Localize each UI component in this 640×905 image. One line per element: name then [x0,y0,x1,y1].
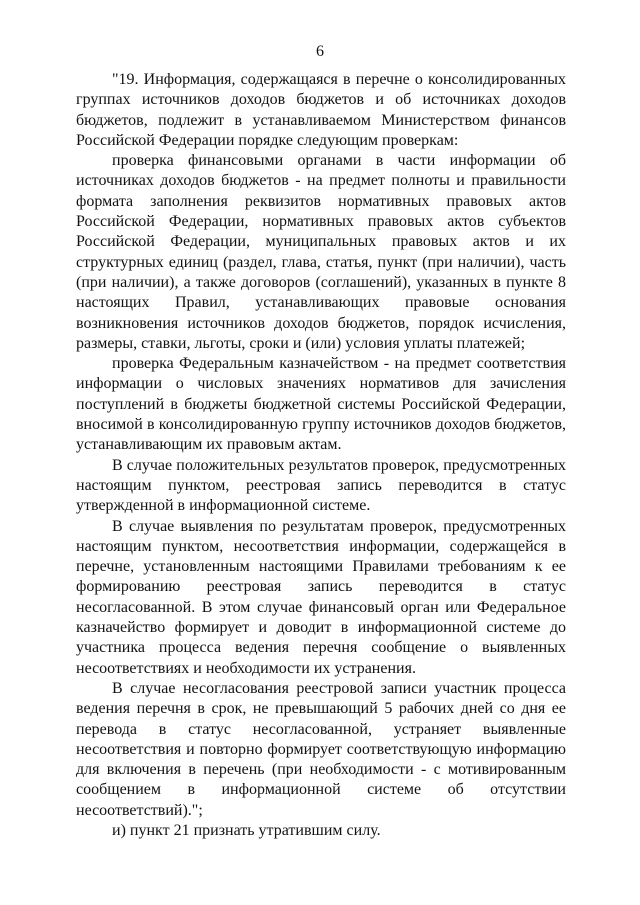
paragraph-nonconformity: В случае выявления по результатам проверок, предусмотренных настоящим пунктом, несоответствия информации, содержащейся в перечне, установленным настоящими Правилами требованиям к ее формированию реестровая запись переводится в статус несогласованной. В этом случае финансовый орган или Федеральное казначейство формирует и доводит в информационной системе до участника процесса ведения перечня сообщение о выявленных несоответствиях и необходимости их устранения. [76,517,566,677]
document-body [76,70,566,841]
page-number: 6 [316,43,324,60]
paragraph-treasury-check: проверка Федеральным казначейством - на предмет соответствия информации о числовых значениях нормативов для зачисления поступлений в бюджеты бюджетной системы Российской Федерации, вносимой в консолидированную группу источников доходов бюджетов, устанавливающим их правовым актам. [76,355,566,454]
paragraph-disagreement: В случае несогласования реестровой записи участник процесса ведения перечня в срок, не превышающий 5 рабочих дней со дня ее перевода в статус несогласованной, устраняет выявленные несоответствия и повторно формирует соответствующую информацию для включения в перечень (при необходимости - с мотивированным сообщением в информационной системе об отсутствии несоответствий)."; [76,679,566,819]
paragraph-positive-result: В случае положительных результатов проверок, предусмотренных настоящим пунктом, реестровая запись переводится в статус утвержденной в информационной системе. [76,456,566,515]
paragraph-item-21: и) пункт 21 признать утратившим силу. [112,821,381,839]
paragraph-item-19-intro: "19. Информация, содержащаяся в перечне о консолидированных группах источников доходов бюджетов и об источниках доходов бюджетов, подлежит в устанавливаемом Министерством финансов Российской Федерации порядке следующим проверкам: [76,71,566,149]
paragraph-financial-check: проверка финансовыми органами в части информации об источниках доходов бюджетов - на предмет полноты и правильности формата заполнения реквизитов нормативных правовых актов Российской Федерации, нормативных правовых актов субъектов Российской Федерации, муниципальных правовых актов и их структурных единиц (раздел, глава, статья, пункт (при наличии), часть (при наличии), а также договоров (соглашений), указанных в пункте 8 настоящих Правил, устанавливающих правовые основания возникновения источников доходов бюджетов, порядок исчисления, размеры, ставки, льготы, сроки и (или) условия уплаты платежей; [76,152,566,352]
